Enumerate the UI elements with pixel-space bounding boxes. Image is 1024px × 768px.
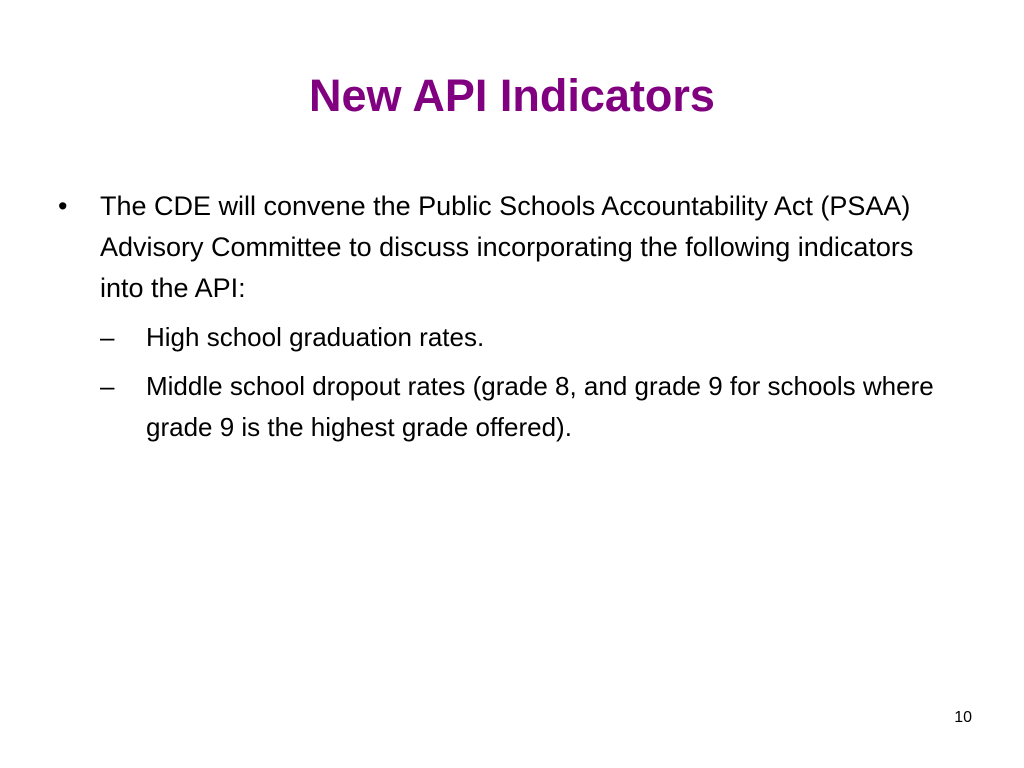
slide-title: New API Indicators xyxy=(309,70,715,121)
sub-bullet-marker: – xyxy=(100,371,115,401)
bullet-text: The CDE will convene the Public Schools Accountability Act (PSAA) Advisory Committee to discuss incorporating the following indicators into the API: xyxy=(100,191,914,303)
page-number: 10 xyxy=(954,709,972,726)
bullet-item xyxy=(58,186,958,309)
sub-bullet-item xyxy=(100,366,958,448)
sub-bullet-text: High school graduation rates. xyxy=(146,322,485,352)
sub-bullet-list xyxy=(58,317,958,448)
sub-bullet-text: Middle school dropout rates (grade 8, and grade 9 for schools where grade 9 is the highest grade offered). xyxy=(146,371,934,442)
bullet-marker: • xyxy=(58,191,68,221)
sub-bullet-item xyxy=(100,317,958,358)
sub-bullet-marker: – xyxy=(100,322,115,352)
slide-body xyxy=(58,186,958,456)
